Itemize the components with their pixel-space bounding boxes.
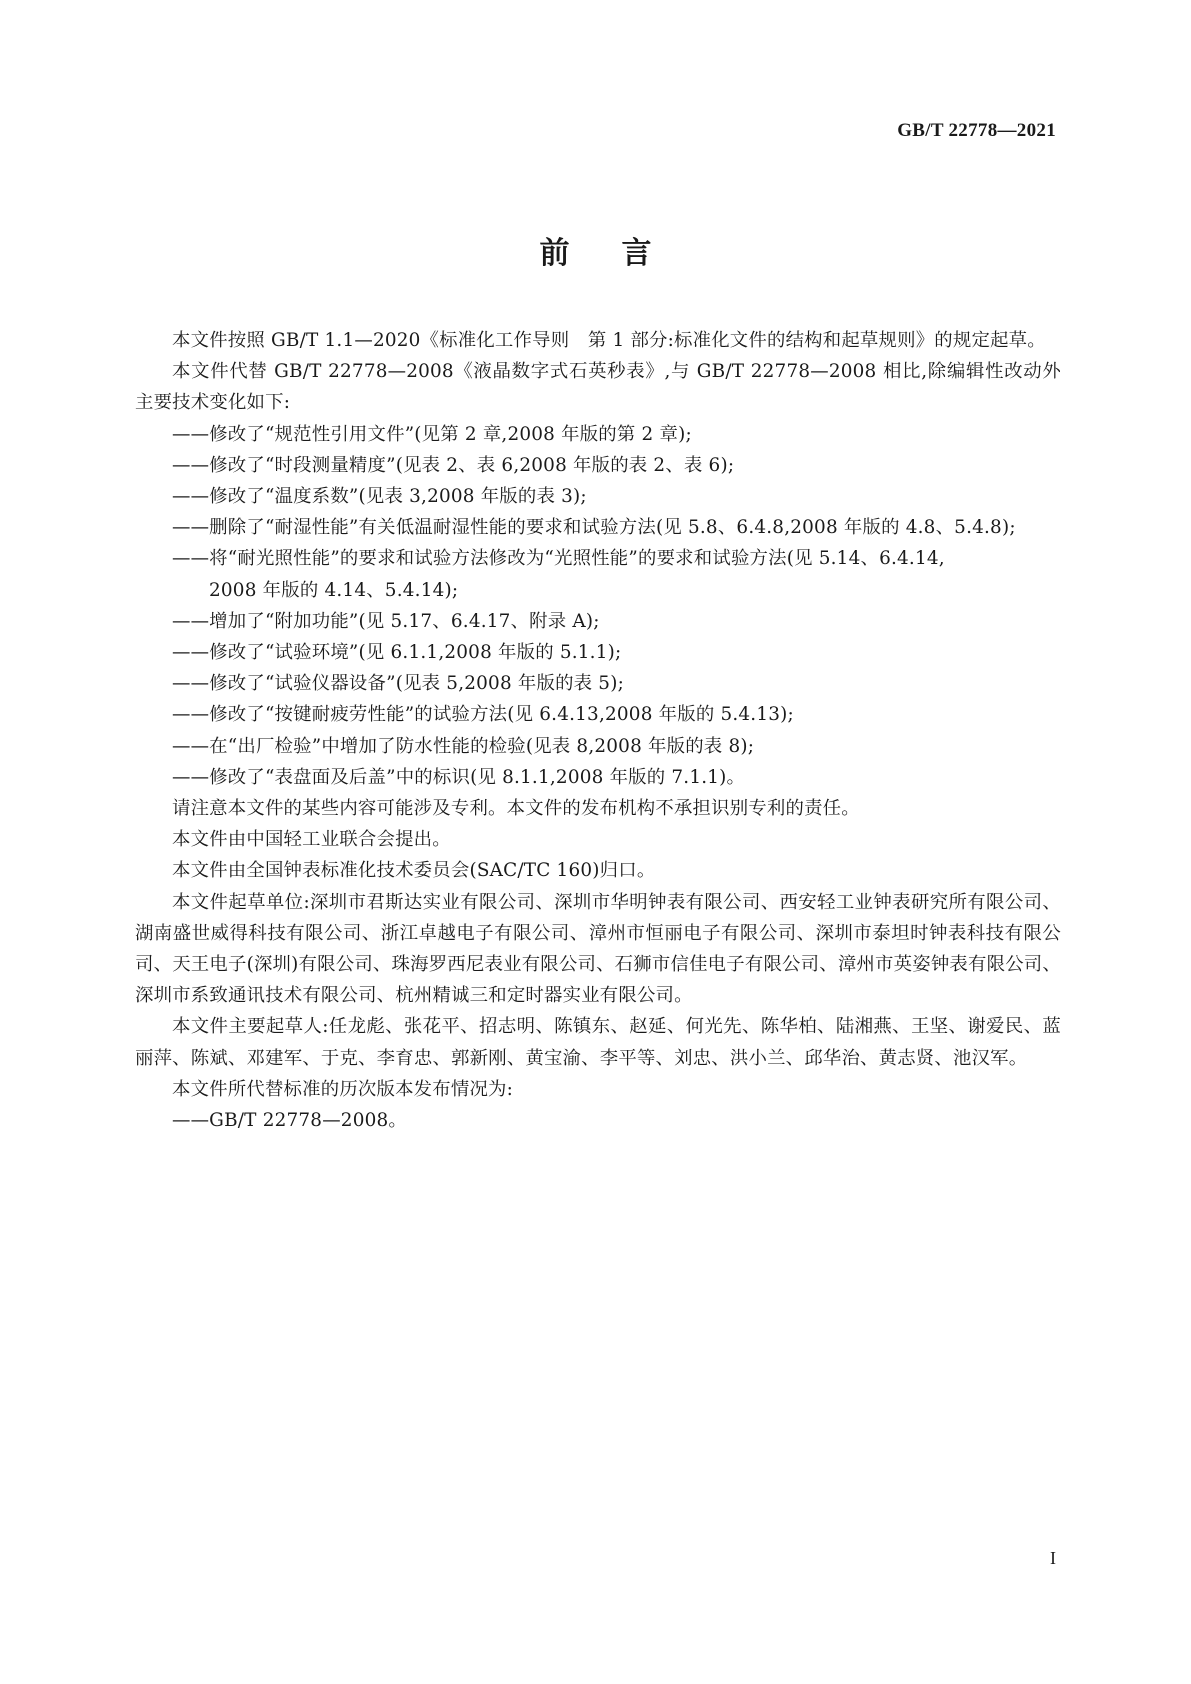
page-title	[0, 228, 1191, 272]
paragraph-drafting-units: 本文件起草单位:深圳市君斯达实业有限公司、深圳市华明钟表有限公司、西安轻工业钟表研究所有限公司、湖南盛世威得科技有限公司、浙江卓越电子有限公司、漳州市恒丽电子有限公司、深圳市泰坦时钟表科技有限公司、天王电子(深圳)有限公司、珠海罗西尼表业有限公司、石狮市信佳电子有限公司、漳州市英姿钟表有限公司、深圳市系致通讯技术有限公司、杭州精诚三和定时器实业有限公司。	[135, 891, 1061, 1007]
change-item: ——修改了“规范性引用文件”(见第 2 章,2008 年版的第 2 章);	[172, 423, 692, 445]
change-item: ——修改了“时段测量精度”(见表 2、表 6,2008 年版的表 2、表 6);	[172, 454, 735, 476]
change-item: ——修改了“试验仪器设备”(见表 5,2008 年版的表 5);	[172, 673, 624, 695]
standard-number: GB/T 22778—2021	[897, 120, 1056, 141]
change-item: ——删除了“耐湿性能”有关低温耐湿性能的要求和试验方法(见 5.8、6.4.8,2008 年版的 4.8、5.4.8);	[172, 517, 1016, 539]
paragraph-proposer: 本文件由中国轻工业联合会提出。	[172, 829, 451, 851]
paragraph-replacement: 本文件代替 GB/T 22778—2008《液晶数字式石英秒表》,与 GB/T 22778—2008 相比,除编辑性改动外主要技术变化如下:	[135, 361, 1061, 414]
title-char-left: 前	[539, 236, 570, 271]
title-char-right: 言	[621, 236, 652, 271]
paragraph-drafting-rules: 本文件按照 GB/T 1.1—2020《标准化工作导则 第 1 部分:标准化文件的结构和起草规则》的规定起草。	[172, 330, 1046, 351]
change-item: ——修改了“温度系数”(见表 3,2008 年版的表 3);	[172, 486, 587, 508]
paragraph-drafters: 本文件主要起草人:任龙彪、张花平、招志明、陈镇东、赵延、何光先、陈华柏、陆湘燕、王坚、谢爱民、蓝丽萍、陈斌、邓建军、于克、李育忠、郭新刚、黄宝渝、李平等、刘忠、洪小兰、邱华治、黄志贤、池汉军。	[135, 1016, 1061, 1069]
page-number: I	[1050, 1548, 1056, 1568]
change-item	[135, 543, 1061, 605]
change-item-line: ——将“耐光照性能”的要求和试验方法修改为“光照性能”的要求和试验方法(见 5.14、6.4.14,	[172, 548, 945, 570]
paragraph-patent-notice: 请注意本文件的某些内容可能涉及专利。本文件的发布机构不承担识别专利的责任。	[172, 798, 860, 820]
paragraph-history-intro: 本文件所代替标准的历次版本发布情况为:	[172, 1078, 514, 1100]
change-item: ——修改了“试验环境”(见 6.1.1,2008 年版的 5.1.1);	[172, 642, 622, 664]
change-item: ——在“出厂检验”中增加了防水性能的检验(见表 8,2008 年版的表 8);	[172, 735, 755, 757]
change-item: ——修改了“表盘面及后盖”中的标识(见 8.1.1,2008 年版的 7.1.1)。	[172, 766, 746, 788]
change-item: ——增加了“附加功能”(见 5.17、6.4.17、附录 A);	[172, 610, 600, 632]
change-item-continuation: 2008 年版的 4.14、5.4.14);	[209, 579, 459, 601]
foreword-body	[135, 325, 1061, 1136]
history-item: ——GB/T 22778—2008。	[172, 1110, 407, 1132]
paragraph-committee: 本文件由全国钟表标准化技术委员会(SAC/TC 160)归口。	[172, 860, 656, 882]
change-item: ——修改了“按键耐疲劳性能”的试验方法(见 6.4.13,2008 年版的 5.4.13);	[172, 704, 794, 726]
